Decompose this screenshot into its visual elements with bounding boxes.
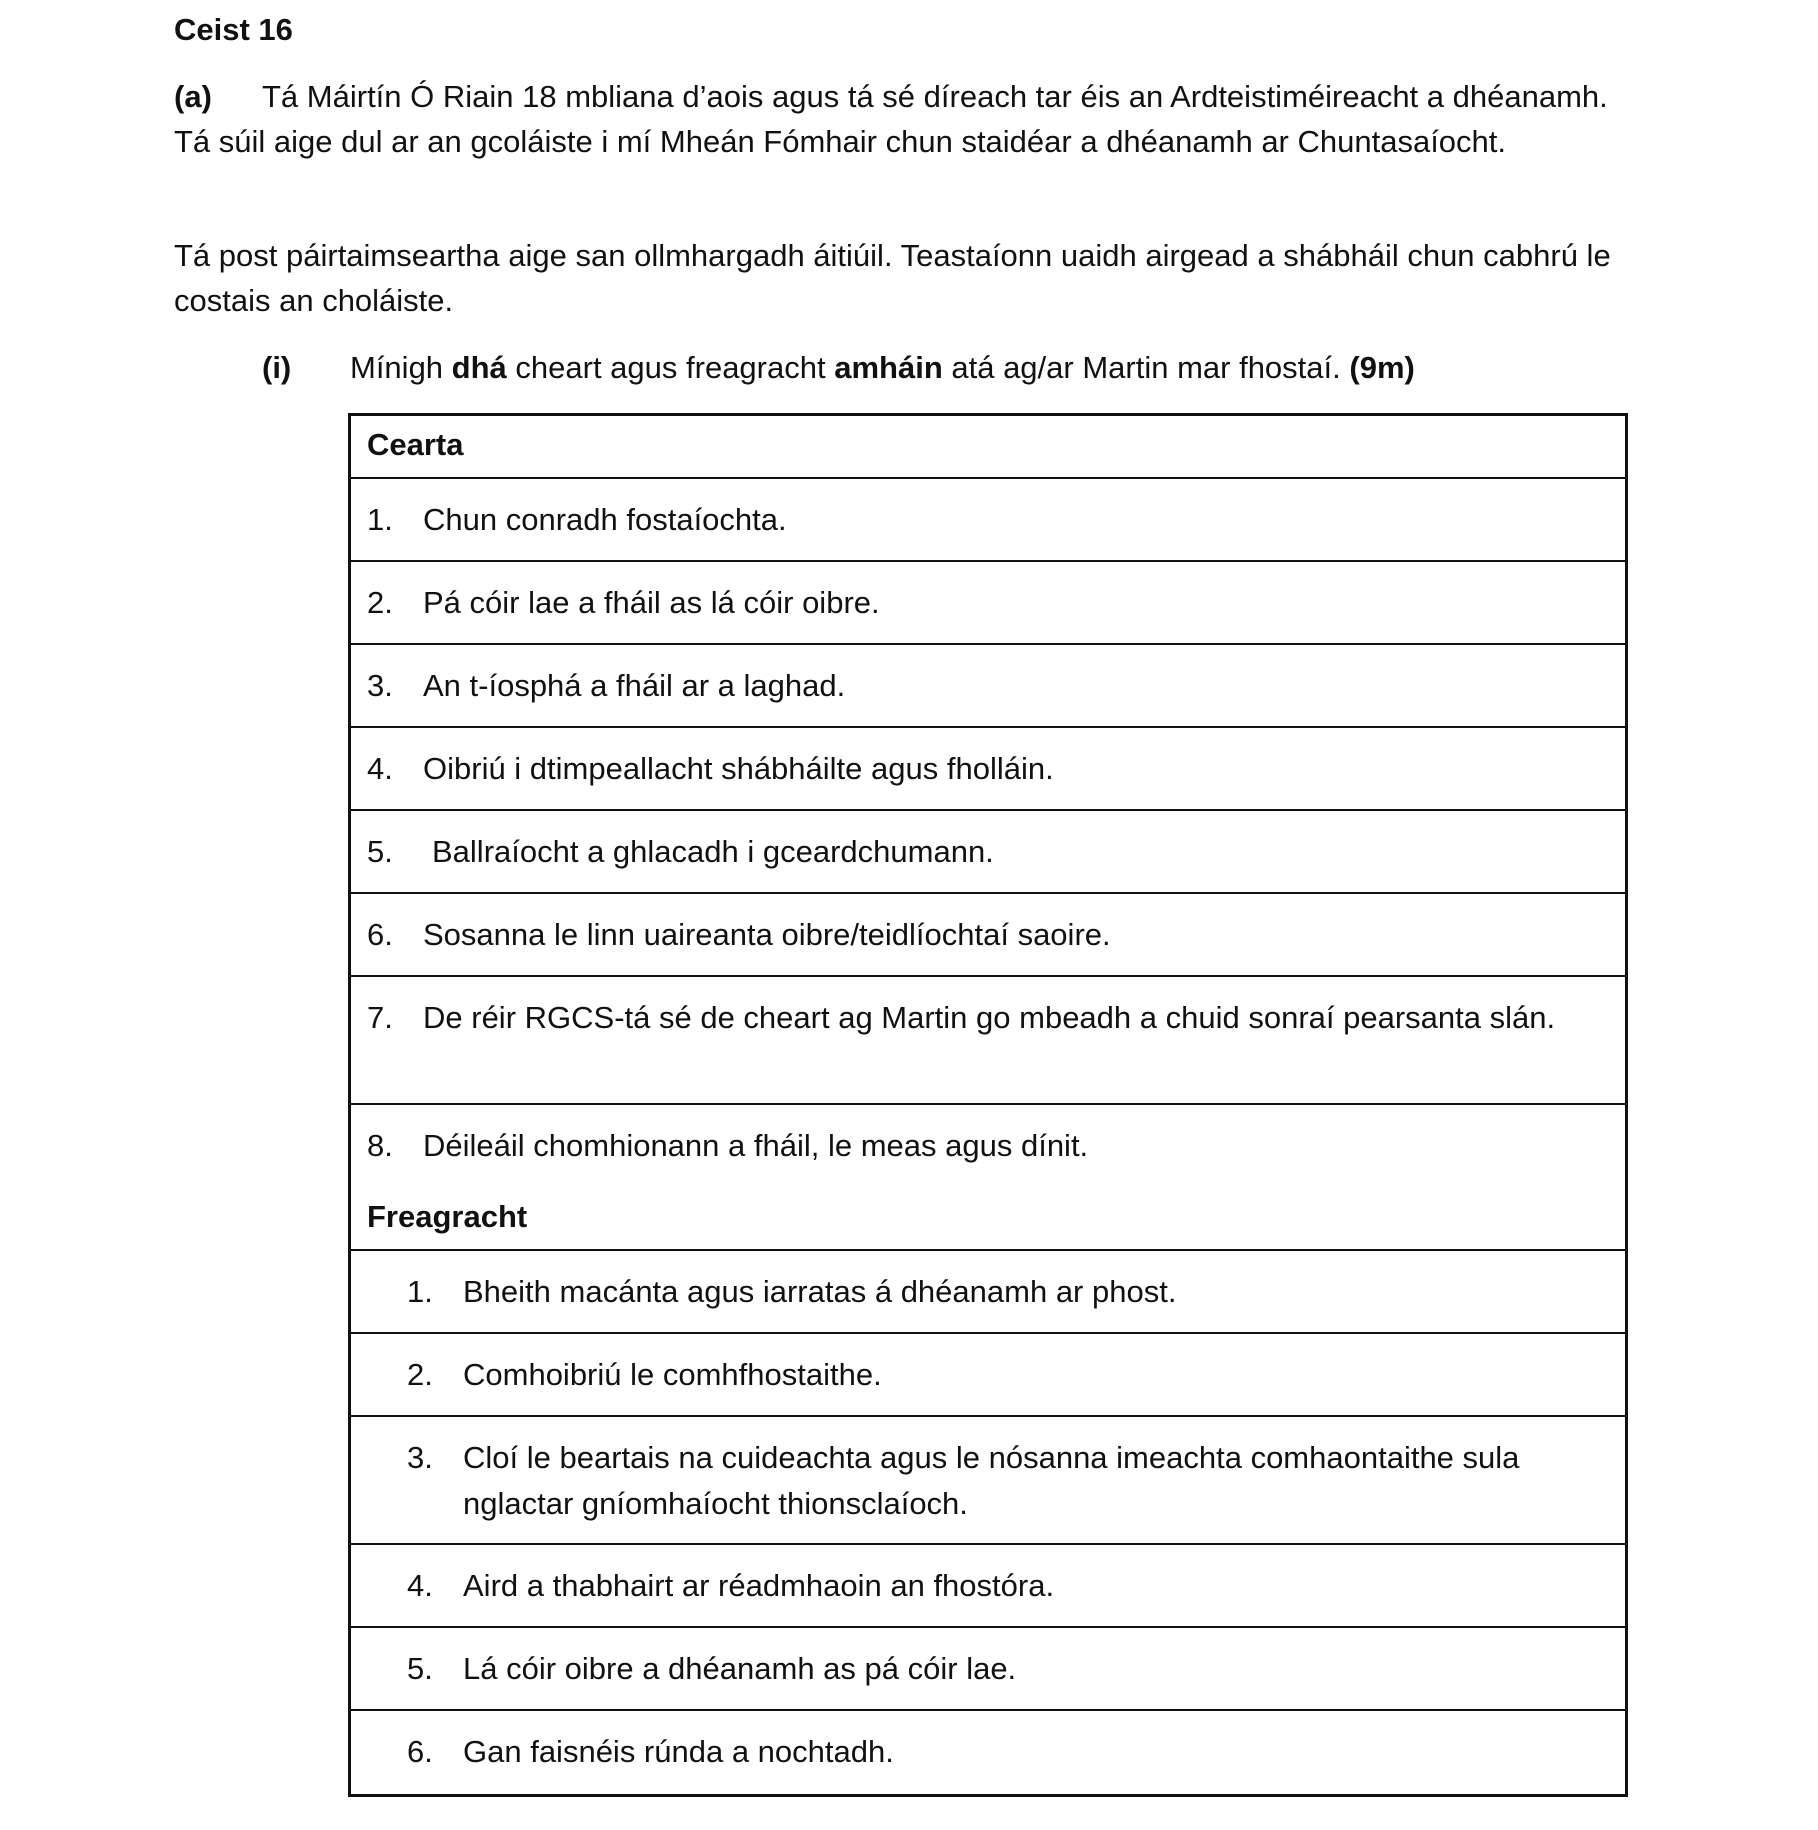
table-row	[351, 894, 1625, 977]
table-row	[351, 977, 1625, 1105]
row-text: Chun conradh fostaíochta.	[423, 502, 787, 537]
row-number: 6.	[407, 1734, 433, 1769]
row-number: 2.	[367, 585, 393, 620]
row-text: De réir RGCS-tá sé de cheart ag Martin go mbeadh a chuid sonraí pearsanta slán.	[423, 1000, 1556, 1035]
table-row	[351, 1251, 1625, 1334]
row-text: Cloí le beartais na cuideachta agus le nósanna imeachta comhaontaithe sula nglactar gníomhaíocht thionsclaíoch.	[463, 1440, 1520, 1521]
row-number: 1.	[407, 1274, 433, 1309]
row-text: An t-íosphá a fháil ar a laghad.	[423, 668, 846, 703]
row-text: Ballraíocht a ghlacadh i gceardchumann.	[432, 834, 994, 869]
row-text: Oibriú i dtimpeallacht shábháilte agus fholláin.	[423, 751, 1054, 786]
sub-question-bold-2: amháin	[834, 350, 943, 385]
row-number: 2.	[407, 1357, 433, 1392]
sub-question-text-1: Mínigh	[350, 350, 452, 385]
table-row	[351, 1711, 1625, 1794]
sub-question-label: (i)	[262, 350, 292, 385]
row-text: Lá cóir oibre a dhéanamh as pá cóir lae.	[463, 1651, 1017, 1686]
row-number: 3.	[367, 668, 393, 703]
sub-question-text-3: atá ag/ar Martin mar fhostaí.	[942, 350, 1350, 385]
row-number: 1.	[367, 502, 393, 537]
row-number: 4.	[367, 751, 393, 786]
rights-header: Cearta	[351, 416, 1625, 479]
question-paragraph-1	[174, 74, 1624, 164]
table-row	[351, 728, 1625, 811]
table-row	[351, 1417, 1625, 1545]
question-paragraph-2: Tá post páirtaimseartha aige san ollmhargadh áitiúil. Teastaíonn uaidh airgead a shábháil chun cabhrú le costais an choláiste.	[174, 238, 1611, 318]
responsibilities-list	[351, 1251, 1625, 1794]
sub-question-bold-1: dhá	[451, 350, 507, 385]
row-number: 4.	[407, 1568, 433, 1603]
sub-question	[262, 345, 1662, 391]
table-row	[351, 1628, 1625, 1711]
row-text: Sosanna le linn uaireanta oibre/teidlíochtaí saoire.	[423, 917, 1111, 952]
row-text: Pá cóir lae a fháil as lá cóir oibre.	[423, 585, 880, 620]
row-number: 7.	[367, 1000, 393, 1035]
answer-table	[348, 413, 1628, 1797]
row-number: 5.	[367, 834, 393, 869]
responsibilities-header: Freagracht	[351, 1188, 1625, 1251]
row-text: Bheith macánta agus iarratas á dhéanamh ar phost.	[463, 1274, 1177, 1309]
rights-list	[351, 479, 1625, 1188]
question-title: Ceist 16	[174, 12, 293, 47]
table-row	[351, 811, 1625, 894]
table-row	[351, 562, 1625, 645]
paragraph-1-text: Tá Máirtín Ó Riain 18 mbliana d’aois agus tá sé díreach tar éis an Ardteistiméireacht a dhéanamh. Tá súil aige dul ar an gcoláiste i mí Mheán Fómhair chun staidéar a dhéanamh ar Chuntasaíocht.	[174, 79, 1608, 159]
part-label: (a)	[174, 79, 212, 114]
sub-question-text-2: cheart agus freagracht	[506, 350, 835, 385]
row-number: 8.	[367, 1128, 393, 1163]
table-row	[351, 1545, 1625, 1628]
row-number: 6.	[367, 917, 393, 952]
row-text: Déileáil chomhionann a fháil, le meas agus dínit.	[423, 1128, 1089, 1163]
table-row	[351, 1334, 1625, 1417]
row-text: Aird a thabhairt ar réadmhaoin an fhostóra.	[463, 1568, 1055, 1603]
table-row	[351, 645, 1625, 728]
row-text: Comhoibriú le comhfhostaithe.	[463, 1357, 882, 1392]
table-row	[351, 479, 1625, 562]
sub-question-marks: (9m)	[1349, 350, 1415, 385]
row-number: 5.	[407, 1651, 433, 1686]
row-number: 3.	[407, 1440, 433, 1475]
row-text: Gan faisnéis rúnda a nochtadh.	[463, 1734, 894, 1769]
table-row	[351, 1105, 1625, 1188]
